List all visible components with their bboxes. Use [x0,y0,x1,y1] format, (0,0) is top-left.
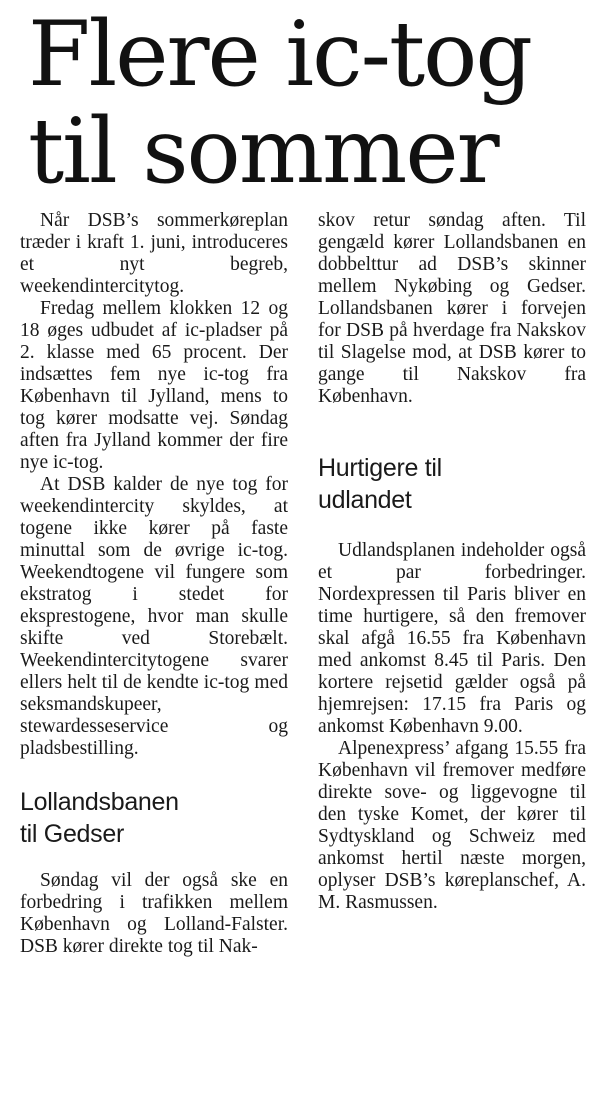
headline [28,2,598,204]
article-paragraph-2: Fredag mellem klokken 12 og 18 øges udbudet af ic-pladser på 2. klasse med 65 procent. Der indsættes fem nye ic-tog fra København til Jylland, mens to tog kører modsatte vej. Søndag aften fra Jylland kommer der fire nye ic-tog. [20,298,288,473]
left-column [20,210,288,958]
udlandet-paragraph-1: Udlandsplanen indeholder også et par forbedringer. Nordexpressen til Paris bliver en time hurtigere, så den fremover skal afgå 16.55 fra København med ankomst 8.45 til Paris. Den kortere rejsetid gælder også på hjemrejsen: 17.15 fra Paris og ankomst København 9.00. [318,540,586,737]
subhead-lollandsbanen-line-1: Lollandsbanen [20,788,179,816]
article-paragraph-1: Når DSB’s sommerkøreplan træder i kraft 1. juni, introduceres et nyt begreb, weekendintercitytog. [20,210,288,297]
continued-paragraph: skov retur søndag aften. Til gengæld kører Lollandsbanen en dobbelttur ad DSB’s skinner mellem Nykøbing og Gedser. Lollandsbanen kører i forvejen for DSB på hverdage fra Nakskov til Slagelse mod, at DSB kører to gange til Nakskov fra København. [318,210,586,407]
subhead-lollandsbanen [20,786,288,850]
headline-line-1: Flere ic-tog [28,2,531,107]
subhead-hurtigere-line-1: Hurtigere til [318,454,442,482]
right-column [318,210,586,914]
article-paragraph-3: At DSB kalder de nye tog for weekendintercity skyldes, at togene ikke kører på faste minuttal som de øvrige ic-tog. Weekendtogene vil fungere som ekstratog i stedet for eksprestogene, hvor man skulle skifte ved Storebælt. Weekendintercitytogene svarer ellers helt til de kendte ic-tog med seksmandskupeer, stewardesseservice og pladsbestilling. [20,474,288,759]
subhead-hurtigere-line-2: udlandet [318,486,412,514]
lollandsbanen-paragraph: Søndag vil der også ske en forbedring i trafikken mellem København og Lolland-Falster. DSB kører direkte tog til Nak- [20,870,288,957]
subhead-hurtigere [318,452,586,516]
udlandet-paragraph-2: Alpenexpress’ afgang 15.55 fra København vil fremover medføre direkte sove- og liggevogne til den tyske Komet, der kører til Sydtyskland og Schweiz med ankomst hertil næste morgen, oplyser DSB’s køreplanschef, A. M. Rasmussen. [318,738,586,913]
headline-line-2: til sommer [28,99,498,204]
subhead-lollandsbanen-line-2: til Gedser [20,820,124,848]
